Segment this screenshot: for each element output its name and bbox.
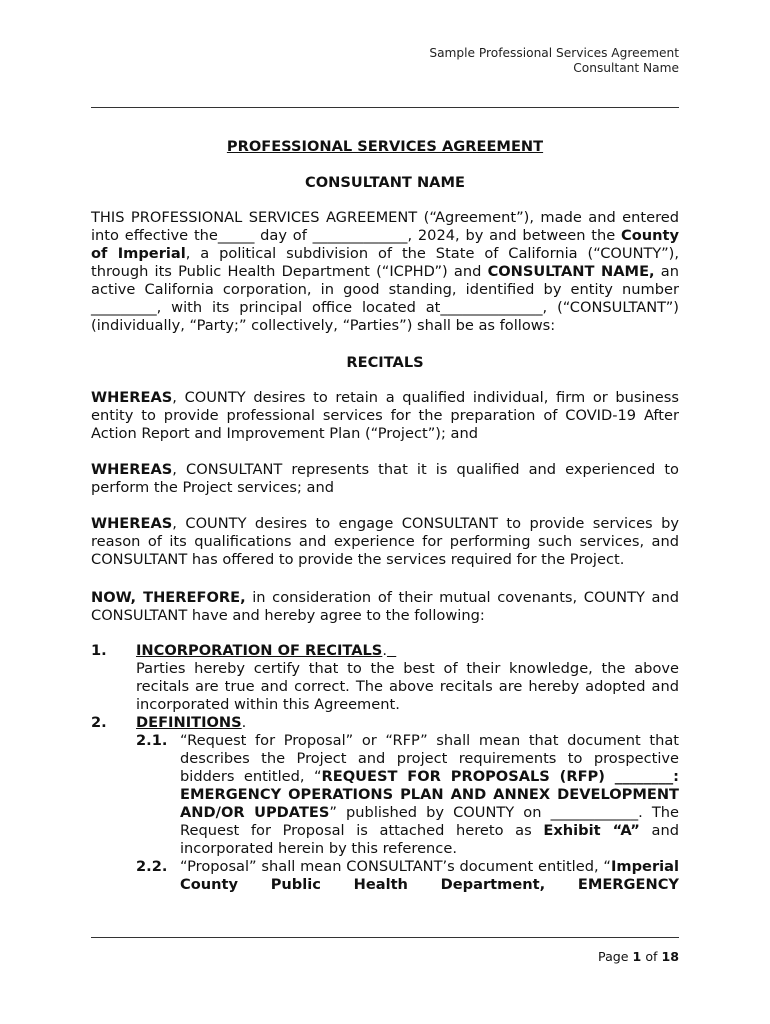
whereas-paragraph-1: WHEREAS, COUNTY desires to retain a qualified individual, firm or business entity to provide professional services for the preparation of COVID-19 After Action Report and Improvement Plan (“Project”); and — [91, 389, 679, 442]
section-2-1-body: “Request for Proposal” or “RFP” shall mean that document that describes the Project and project requirements to prospective bidders entitled, “REQUEST FOR PROPOSALS (RFP) ________: EMERGENCY OPERATIONS PLAN AND ANNEX DEVELOPMENT AND/OR UPDATES” published by COUNTY on ____________. The Request for Proposal is attached hereto as Exhibit “A” and incorporated herein by this reference. — [180, 732, 680, 857]
section-2-2-number: 2.2. — [136, 858, 168, 875]
section-1-heading: INCORPORATION OF RECITALS. — [136, 642, 387, 659]
header-rule — [91, 107, 679, 108]
whereas-paragraph-3: WHEREAS, COUNTY desires to engage CONSULTANT to provide services by reason of its qualifications and experience for performing such services, and CONSULTANT has offered to provide the services required for the Project. — [91, 515, 679, 568]
section-2-2-body: “Proposal” shall mean CONSULTANT’s document entitled, “Imperial County Public Health Department, EMERGENCY — [180, 858, 679, 893]
header-line-1: Sample Professional Services Agreement — [429, 46, 679, 60]
section-2-heading: DEFINITIONS. — [136, 714, 247, 731]
section-1-body: Parties hereby certify that to the best of their knowledge, the above recitals are true and correct. The above recitals are hereby adopted and incorporated within this Agreement. — [136, 660, 679, 713]
document-title: PROFESSIONAL SERVICES AGREEMENT — [226, 138, 544, 155]
running-header — [429, 46, 679, 76]
now-therefore-paragraph: NOW, THEREFORE, in consideration of their mutual covenants, COUNTY and CONSULTANT have and hereby agree to the following: — [91, 589, 679, 624]
intro-paragraph: THIS PROFESSIONAL SERVICES AGREEMENT (“Agreement”), made and entered into effective the_____ day of _____________, 2024, by and between the County of Imperial, a political subdivision of the State of California (“COUNTY”), through its Public Health Department (“ICPHD”) and CONSULTANT NAME, an active California corporation, in good standing, identified by entity number _________, with its principal office located at______________, (“CONSULTANT”) (individually, “Party;” collectively, “Parties”) shall be as follows: — [91, 209, 679, 334]
section-2-number: 2. — [91, 714, 107, 731]
recitals-heading: RECITALS — [346, 354, 424, 371]
section-1-number: 1. — [91, 642, 107, 659]
document-subtitle: CONSULTANT NAME — [305, 174, 465, 191]
footer-rule — [91, 937, 679, 938]
section-2-1-number: 2.1. — [136, 732, 168, 749]
header-line-2: Consultant Name — [573, 61, 679, 75]
whereas-paragraph-2: WHEREAS, CONSULTANT represents that it is qualified and experienced to perform the Project services; and — [91, 461, 679, 496]
page-number: Page 1 of 18 — [598, 949, 679, 964]
